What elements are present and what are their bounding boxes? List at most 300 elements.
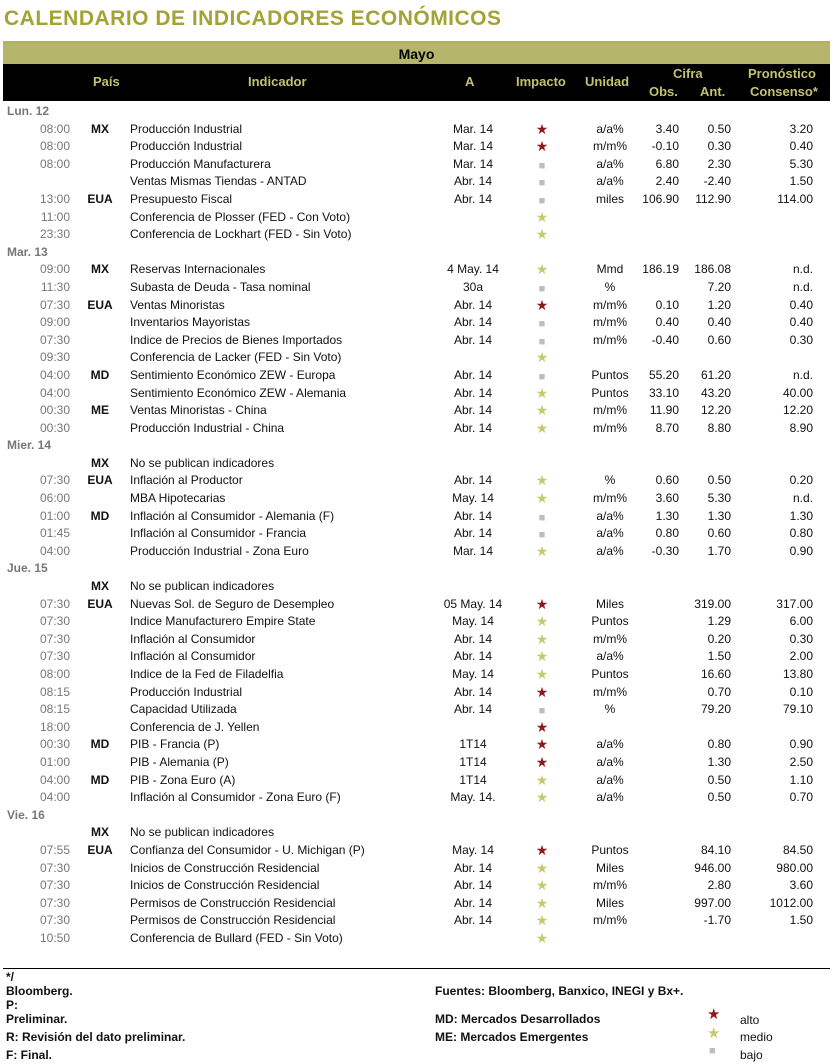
star-icon: ★ <box>707 1025 721 1042</box>
star-icon: ★ <box>535 349 549 366</box>
page-title: CALENDARIO DE INDICADORES ECONÓMICOS <box>4 7 502 30</box>
time-cell: 01:00 <box>39 508 70 523</box>
indicator-cell: Permisos de Construcción Residencial <box>130 913 336 928</box>
forecast-cell: 1.10 <box>789 772 813 787</box>
ant-cell: 8.80 <box>707 420 731 435</box>
unit-cell: m/m% <box>593 684 627 699</box>
table-row <box>3 578 830 596</box>
month-bar: Mayo <box>3 41 830 66</box>
time-cell: 08:00 <box>39 156 70 171</box>
star-icon: ★ <box>535 261 549 278</box>
unit-cell: Mmd <box>596 262 624 277</box>
table-row <box>3 121 830 139</box>
star-icon: ★ <box>535 226 549 243</box>
unit-cell: a/a% <box>596 508 624 523</box>
period-cell: Mar. 14 <box>452 543 494 558</box>
forecast-cell: 3.20 <box>789 121 813 136</box>
period-cell: Abr. 14 <box>453 420 493 435</box>
forecast-cell: 1.50 <box>789 913 813 928</box>
footnote-2: Bloomberg. <box>6 984 73 998</box>
ant-cell: 0.60 <box>707 526 731 541</box>
obs-cell: 3.60 <box>655 491 679 506</box>
indicator-cell: No se publican indicadores <box>130 579 275 594</box>
indicator-table <box>3 103 830 948</box>
star-icon: ★ <box>535 718 549 735</box>
time-cell: 07:55 <box>39 842 70 857</box>
ant-cell: 946.00 <box>694 860 731 875</box>
indicator-cell: No se publican indicadores <box>130 455 275 470</box>
period-cell: May. 14 <box>452 842 494 857</box>
time-cell: 04:00 <box>39 772 70 787</box>
ant-cell: 12.20 <box>700 403 731 418</box>
time-cell: 09:00 <box>39 262 70 277</box>
indicator-cell: Sentimiento Económico ZEW - Alemania <box>130 385 347 400</box>
ant-cell: 1.70 <box>707 543 731 558</box>
star-icon: ★ <box>535 789 549 806</box>
forecast-cell: 2.00 <box>789 649 813 664</box>
forecast-cell: 5.30 <box>789 156 813 171</box>
table-row <box>3 842 830 860</box>
table-row <box>3 279 830 297</box>
table-row <box>3 314 830 332</box>
indicator-cell: Indice de la Fed de Filadelfia <box>130 667 284 681</box>
unit-cell: a/a% <box>596 156 624 171</box>
table-row <box>3 912 830 930</box>
day-label: Vie. 16 <box>7 807 45 822</box>
table-row <box>3 402 830 420</box>
indicator-cell: Permisos de Construcción Residencial <box>130 895 336 910</box>
unit-cell: m/m% <box>593 420 627 435</box>
period-cell: May. 14 <box>452 491 494 506</box>
period-cell: Abr. 14 <box>453 913 493 928</box>
period-cell: Mar. 14 <box>452 156 494 171</box>
forecast-cell: 0.30 <box>789 332 813 347</box>
obs-cell: -0.30 <box>651 543 679 558</box>
country-cell: EUA <box>87 297 113 312</box>
md-legend-text: MD: Mercados Desarrollados <box>435 1012 601 1026</box>
indicator-cell: Indice de Precios de Bienes Importados <box>130 332 343 347</box>
time-cell: 23:30 <box>39 227 70 242</box>
square-icon: ■ <box>538 370 546 383</box>
table-row <box>3 824 830 842</box>
footnote-3: P: <box>6 998 18 1012</box>
indicator-cell: Presupuesto Fiscal <box>130 191 233 206</box>
table-row <box>3 772 830 790</box>
country-cell: ME <box>91 403 109 418</box>
table-row <box>3 420 830 438</box>
period-cell: 30a <box>462 279 484 294</box>
ant-cell: 2.30 <box>707 156 731 171</box>
indicator-cell: Confianza del Consumidor - U. Michigan (P) <box>130 842 365 857</box>
indicator-cell: Conferencia de Plosser (FED - Con Voto) <box>130 209 351 224</box>
ant-cell: 84.10 <box>700 842 731 857</box>
header-obs: Obs. <box>649 84 678 99</box>
indicator-cell: Inflación al Consumidor - Alemania (F) <box>130 508 335 523</box>
table-row <box>3 261 830 279</box>
day-label: Mier. 14 <box>7 438 52 453</box>
footnote-1: */ <box>6 970 15 984</box>
forecast-cell: 0.10 <box>789 684 813 699</box>
forecast-cell: 3.60 <box>789 878 813 893</box>
ant-cell: 1.50 <box>707 649 731 664</box>
time-cell: 08:00 <box>39 139 70 154</box>
unit-cell: miles <box>595 191 624 206</box>
unit-cell: % <box>604 702 616 717</box>
square-icon: ■ <box>538 529 546 542</box>
period-cell: May. 14 <box>452 667 494 681</box>
ant-cell: 0.80 <box>707 737 731 752</box>
unit-cell: a/a% <box>596 790 624 805</box>
unit-cell: % <box>604 279 616 294</box>
obs-cell: 33.10 <box>648 385 679 400</box>
table-row <box>3 173 830 191</box>
period-cell: Abr. 14 <box>453 403 493 418</box>
period-cell: Abr. 14 <box>453 332 493 347</box>
ant-cell: 0.50 <box>707 121 731 136</box>
table-row <box>3 226 830 244</box>
table-row <box>3 613 830 631</box>
square-icon: ■ <box>538 282 546 295</box>
day-label: Lun. 12 <box>7 104 50 118</box>
table-row <box>3 508 830 526</box>
forecast-cell: 0.90 <box>789 543 813 558</box>
unit-cell: m/m% <box>593 913 627 928</box>
unit-cell: m/m% <box>593 332 627 347</box>
ant-cell: 1.30 <box>707 754 731 769</box>
indicator-cell: Producción Industrial - China <box>130 420 285 435</box>
forecast-cell: n.d. <box>792 279 813 294</box>
header-unidad: Unidad <box>585 74 630 89</box>
forecast-cell: 12.20 <box>782 403 813 418</box>
star-icon: ★ <box>535 472 549 489</box>
star-icon: ★ <box>535 490 549 507</box>
unit-cell: m/m% <box>593 491 627 506</box>
obs-cell: 0.40 <box>655 315 679 330</box>
period-cell: Abr. 14 <box>453 508 493 523</box>
forecast-cell: 8.90 <box>789 420 813 435</box>
forecast-cell: n.d. <box>792 367 813 382</box>
star-icon: ★ <box>535 630 549 647</box>
star-icon: ★ <box>535 208 549 225</box>
header-pais: País <box>93 74 120 89</box>
time-cell: 08:15 <box>39 684 70 699</box>
forecast-cell: n.d. <box>792 491 813 506</box>
star-icon: ★ <box>535 736 549 753</box>
indicator-cell: Ventas Minoristas <box>130 297 225 312</box>
forecast-cell: 0.80 <box>789 526 813 541</box>
table-row <box>3 209 830 227</box>
period-cell: 1T14 <box>459 772 487 787</box>
star-icon: ★ <box>535 877 549 894</box>
legend-alto: alto <box>740 1013 760 1027</box>
country-cell: MX <box>91 455 109 470</box>
table-row <box>3 191 830 209</box>
time-cell: 07:30 <box>39 895 70 910</box>
square-icon: ■ <box>538 335 546 348</box>
star-icon: ★ <box>535 296 549 313</box>
forecast-cell: 6.00 <box>789 614 813 629</box>
ant-cell: 1.29 <box>707 614 731 629</box>
obs-cell: 6.80 <box>655 156 679 171</box>
ant-cell: -1.70 <box>703 913 731 928</box>
header-a: A <box>465 74 475 89</box>
indicator-cell: Ventas Minoristas - China <box>130 403 267 418</box>
forecast-cell: 0.40 <box>789 139 813 154</box>
period-cell: 1T14 <box>459 754 487 769</box>
star-icon: ★ <box>707 1006 721 1023</box>
period-cell: May. 14 <box>452 614 494 629</box>
indicator-cell: Nuevas Sol. de Seguro de Desempleo <box>130 596 335 611</box>
ant-cell: 0.50 <box>707 772 731 787</box>
ant-cell: 43.20 <box>700 385 731 400</box>
square-icon: ■ <box>538 177 546 190</box>
forecast-cell: 1.30 <box>789 508 813 523</box>
sources-text: Fuentes: Bloomberg, Banxico, INEGI y Bx+. <box>435 984 684 998</box>
table-row <box>3 490 830 508</box>
indicator-cell: MBA Hipotecarias <box>130 491 226 506</box>
unit-cell: a/a% <box>596 174 624 189</box>
table-row <box>3 736 830 754</box>
table-row <box>3 596 830 614</box>
indicator-cell: Inventarios Mayoristas <box>130 315 251 330</box>
period-cell: 4 May. 14 <box>447 262 499 277</box>
period-cell: Abr. 14 <box>453 878 493 893</box>
table-row <box>3 455 830 473</box>
star-icon: ★ <box>535 648 549 665</box>
time-cell: 04:00 <box>39 543 70 558</box>
period-cell: Abr. 14 <box>453 174 493 189</box>
table-row <box>3 297 830 315</box>
table-row <box>3 472 830 490</box>
star-icon: ★ <box>535 138 549 155</box>
unit-cell: a/a% <box>596 649 624 664</box>
time-cell: 04:00 <box>39 385 70 400</box>
indicator-cell: Inflación al Consumidor - Francia <box>130 526 307 541</box>
forecast-cell: 317.00 <box>776 596 813 611</box>
legend-medio: medio <box>740 1030 773 1044</box>
ant-cell: 7.20 <box>707 279 731 294</box>
unit-cell: Puntos <box>591 367 629 382</box>
unit-cell: m/m% <box>593 315 627 330</box>
header-pronostico: Pronóstico <box>748 66 816 81</box>
ant-cell: 16.60 <box>700 667 731 681</box>
unit-cell: a/a% <box>596 543 624 558</box>
star-icon: ★ <box>535 859 549 876</box>
indicator-cell: Conferencia de Bullard (FED - Sin Voto) <box>130 930 343 945</box>
table-row <box>3 138 830 156</box>
obs-cell: 8.70 <box>655 420 679 435</box>
time-cell: 07:30 <box>39 473 70 488</box>
unit-cell: m/m% <box>593 139 627 154</box>
header-consenso: Consenso* <box>750 84 818 99</box>
ant-cell: 1.30 <box>707 508 731 523</box>
indicator-cell: Inflación al Productor <box>130 473 243 488</box>
indicator-cell: Ventas Mismas Tiendas - ANTAD <box>130 174 307 189</box>
ant-cell: 186.08 <box>694 262 731 277</box>
ant-cell: 0.30 <box>707 139 731 154</box>
forecast-cell: 114.00 <box>777 191 813 206</box>
ant-cell: 79.20 <box>700 702 731 717</box>
indicator-cell: Reservas Internacionales <box>130 262 266 277</box>
star-icon: ★ <box>535 402 549 419</box>
country-cell: MX <box>91 579 109 594</box>
forecast-cell: 0.40 <box>789 297 813 312</box>
ant-cell: 319.00 <box>694 596 731 611</box>
table-row <box>3 525 830 543</box>
period-cell: Abr. 14 <box>453 895 493 910</box>
table-row <box>3 332 830 350</box>
country-cell: MX <box>91 825 109 840</box>
day-row <box>3 560 830 578</box>
table-row <box>3 895 830 913</box>
table-row <box>3 367 830 385</box>
indicator-cell: Capacidad Utilizada <box>130 702 237 717</box>
ant-cell: 997.00 <box>694 895 731 910</box>
period-cell: Abr. 14 <box>453 702 493 717</box>
unit-cell: Miles <box>595 860 624 875</box>
time-cell: 08:15 <box>39 702 70 717</box>
forecast-cell: n.d. <box>792 262 813 277</box>
time-cell: 01:00 <box>39 754 70 769</box>
indicator-cell: PIB - Zona Euro (A) <box>130 772 236 787</box>
obs-cell: -0.40 <box>651 332 679 347</box>
country-cell: MD <box>90 772 110 787</box>
star-icon: ★ <box>535 120 549 137</box>
table-row <box>3 684 830 702</box>
obs-cell: 106.90 <box>642 191 679 206</box>
unit-cell: m/m% <box>593 297 627 312</box>
obs-cell: 11.90 <box>649 403 679 418</box>
ant-cell: 0.40 <box>707 315 731 330</box>
footer <box>3 968 830 1062</box>
indicator-cell: Sentimiento Económico ZEW - Europa <box>130 367 336 382</box>
table-row <box>3 877 830 895</box>
time-cell: 11:30 <box>40 279 70 294</box>
time-cell: 08:00 <box>39 667 70 681</box>
time-cell: 04:00 <box>39 367 70 382</box>
unit-cell: % <box>604 473 616 488</box>
period-cell: Abr. 14 <box>453 473 493 488</box>
time-cell: 09:30 <box>39 350 70 365</box>
forecast-cell: 1012.00 <box>769 895 813 910</box>
table-row <box>3 349 830 367</box>
period-cell: 1T14 <box>459 737 487 752</box>
obs-cell: 0.80 <box>655 526 679 541</box>
indicator-cell: Inflación al Consumidor <box>130 631 256 646</box>
unit-cell: Puntos <box>591 614 629 629</box>
indicator-cell: Producción Industrial <box>130 121 243 136</box>
forecast-cell: 2.50 <box>789 754 813 769</box>
time-cell: 07:30 <box>39 332 70 347</box>
unit-cell: a/a% <box>596 121 624 136</box>
square-icon: ■ <box>538 318 546 331</box>
ant-cell: -2.40 <box>703 174 731 189</box>
header-impacto: Impacto <box>516 74 566 89</box>
time-cell: 07:30 <box>39 913 70 928</box>
day-label: Mar. 13 <box>7 244 48 259</box>
square-icon: ■ <box>709 1045 716 1057</box>
table-row <box>3 930 830 948</box>
table-row <box>3 631 830 649</box>
time-cell: 07:30 <box>39 649 70 664</box>
table-header <box>3 64 830 101</box>
country-cell: MD <box>90 508 110 523</box>
indicator-cell: Subasta de Deuda - Tasa nominal <box>130 279 311 294</box>
period-cell: 05 May. 14 <box>443 596 503 611</box>
unit-cell: m/m% <box>593 878 627 893</box>
obs-cell: 3.40 <box>655 121 679 136</box>
unit-cell: Puntos <box>591 667 629 681</box>
forecast-cell: 40.00 <box>782 385 813 400</box>
time-cell: 07:30 <box>39 614 70 629</box>
period-cell: Abr. 14 <box>453 860 493 875</box>
footnote-4: Preliminar. <box>6 1012 68 1026</box>
table-row <box>3 701 830 719</box>
period-cell: Abr. 14 <box>453 315 493 330</box>
obs-cell: 0.60 <box>655 473 679 488</box>
time-cell: 07:30 <box>39 596 70 611</box>
unit-cell: m/m% <box>593 631 627 646</box>
forecast-cell: 0.40 <box>789 315 813 330</box>
obs-cell: 2.40 <box>655 174 679 189</box>
country-cell: EUA <box>87 191 113 206</box>
indicator-cell: PIB - Alemania (P) <box>130 754 229 769</box>
forecast-cell: 0.20 <box>789 473 813 488</box>
ant-cell: 0.50 <box>707 473 731 488</box>
obs-cell: 1.30 <box>655 508 679 523</box>
period-cell: May. 14. <box>450 790 496 805</box>
forecast-cell: 79.10 <box>782 702 813 717</box>
period-cell: Abr. 14 <box>453 191 493 206</box>
star-icon: ★ <box>535 419 549 436</box>
header-ant: Ant. <box>700 84 726 99</box>
star-icon: ★ <box>535 841 549 858</box>
unit-cell: a/a% <box>596 772 624 787</box>
ant-cell: 61.20 <box>700 367 731 382</box>
unit-cell: a/a% <box>596 754 624 769</box>
time-cell: 01:45 <box>39 526 70 541</box>
me-legend-text: ME: Mercados Emergentes <box>435 1030 589 1044</box>
table-row <box>3 648 830 666</box>
indicator-cell: Producción Industrial <box>130 139 243 154</box>
indicator-cell: Inicios de Construcción Residencial <box>130 878 320 893</box>
table-row <box>3 754 830 772</box>
indicator-cell: Producción Industrial - Zona Euro <box>130 543 309 558</box>
time-cell: 07:30 <box>39 631 70 646</box>
ant-cell: 1.20 <box>707 297 731 312</box>
indicator-cell: Conferencia de Lockhart (FED - Sin Voto) <box>130 227 352 242</box>
time-cell: 11:00 <box>40 209 70 224</box>
star-icon: ★ <box>535 683 549 700</box>
square-icon: ■ <box>538 705 546 718</box>
star-icon: ★ <box>535 753 549 770</box>
period-cell: Abr. 14 <box>453 684 493 699</box>
day-row <box>3 437 830 455</box>
indicator-cell: Inicios de Construcción Residencial <box>130 860 320 875</box>
time-cell: 07:30 <box>39 297 70 312</box>
star-icon: ★ <box>535 595 549 612</box>
star-icon: ★ <box>535 613 549 630</box>
square-icon: ■ <box>538 159 546 172</box>
indicator-cell: PIB - Francia (P) <box>130 737 220 752</box>
star-icon: ★ <box>535 929 549 946</box>
header-cifra: Cifra <box>673 66 703 81</box>
square-icon: ■ <box>538 194 546 207</box>
ant-cell: 0.20 <box>707 631 731 646</box>
indicator-cell: Conferencia de J. Yellen <box>130 719 260 734</box>
forecast-cell: 84.50 <box>782 842 813 857</box>
time-cell: 07:30 <box>39 878 70 893</box>
